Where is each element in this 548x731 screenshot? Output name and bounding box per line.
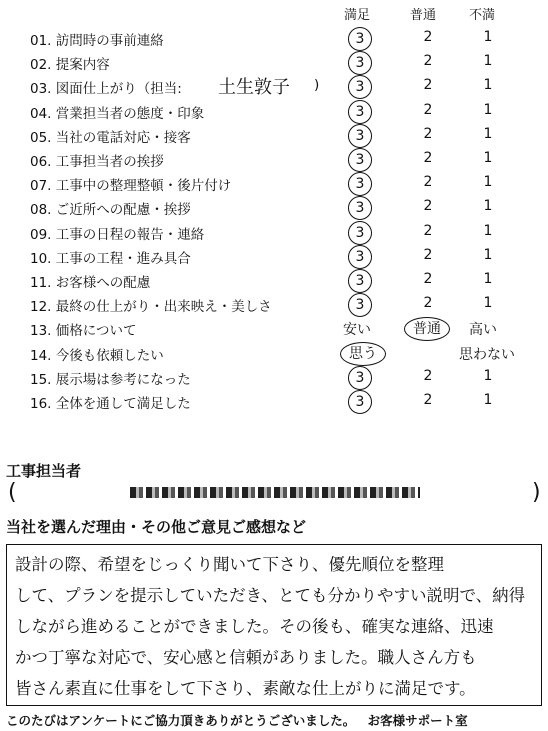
option-expensive: 高い: [469, 322, 497, 339]
option-yes-circled: 思う: [340, 342, 386, 366]
question-label: 07. 工事中の整理整頓・後片付け: [30, 178, 232, 195]
question-row: [0, 317, 548, 341]
header-satisfied: 満足: [344, 8, 371, 23]
paren-close: ): [314, 77, 320, 94]
rating-2: 2: [423, 198, 433, 215]
question-label: 11. お客様への配慮: [30, 275, 151, 291]
handwritten-designer-name: 土生敦子: [218, 77, 290, 99]
question-label: 16. 全体を通して満足した: [30, 396, 191, 412]
rating-1: 1: [483, 295, 493, 312]
question-row: [0, 293, 548, 317]
question-row: [0, 124, 548, 148]
rating-1: 1: [483, 125, 493, 142]
question-row: [0, 148, 548, 172]
question-row: [0, 342, 548, 366]
rating-1: 1: [483, 150, 493, 166]
rating-2: 2: [423, 53, 433, 70]
header-unsatisfied: 不満: [469, 8, 496, 23]
redacted-staff-name: [130, 487, 420, 498]
rating-1: 1: [483, 198, 493, 215]
rating-3-circled: 3: [348, 75, 372, 99]
rating-2: 2: [423, 150, 433, 166]
question-row: [0, 245, 548, 269]
rating-3-circled: 3: [348, 366, 372, 390]
comments-box: [6, 544, 542, 706]
footer-thanks: このたびはアンケートにご協力頂きありがとうございました。: [6, 713, 356, 728]
rating-2: 2: [423, 295, 433, 312]
question-row: [0, 196, 548, 220]
rating-2: 2: [423, 101, 433, 118]
staff-title: 工事担当者: [6, 462, 82, 480]
question-label: 06. 工事担当者の挨拶: [30, 154, 164, 170]
rating-3-circled: 3: [348, 390, 372, 414]
staff-close-paren: ): [532, 480, 541, 505]
question-row: [0, 51, 548, 75]
comment-line: 皆さん素直に仕事をして下さり、素敵な仕上がりに満足です。: [15, 679, 476, 698]
rating-2: 2: [423, 174, 433, 191]
rating-2: 2: [423, 222, 433, 239]
rating-2: 2: [423, 367, 433, 384]
rating-1: 1: [483, 77, 493, 94]
question-label: 10. 工事の工程・進み具合: [30, 250, 191, 267]
header-normal: 普通: [410, 8, 437, 23]
rating-3-circled: 3: [348, 269, 372, 293]
rating-3-circled: 3: [348, 51, 372, 75]
question-label: 15. 展示場は参考になった: [30, 371, 191, 388]
option-normal-circled: 普通: [404, 317, 450, 341]
rating-1: 1: [483, 53, 493, 70]
rating-1: 1: [483, 367, 493, 384]
staff-open-paren: (: [8, 480, 17, 505]
rating-1: 1: [483, 222, 493, 239]
question-label: 03. 図面仕上がり（担当:: [30, 81, 182, 98]
rating-3-circled: 3: [348, 172, 372, 196]
question-label: 04. 営業担当者の態度・印象: [30, 105, 205, 122]
rating-1: 1: [483, 271, 493, 287]
footer-dept: お客様サポート室: [367, 713, 468, 728]
question-row: [0, 100, 548, 124]
comment-line: 設計の際、希望をじっくり聞いて下さり、優先順位を整理: [15, 555, 444, 574]
question-label: 02. 提案内容: [30, 57, 110, 74]
question-label: 01. 訪問時の事前連絡: [30, 33, 164, 49]
rating-1: 1: [483, 29, 493, 45]
option-cheap: 安い: [343, 322, 371, 339]
question-row: [0, 75, 548, 99]
question-row: [0, 366, 548, 390]
question-label: 14. 今後も依頼したい: [30, 347, 164, 364]
question-row: [0, 221, 548, 245]
rating-3-circled: 3: [348, 100, 372, 124]
question-label: 08. ご近所への配慮・挨拶: [30, 202, 191, 219]
question-label: 13. 価格について: [30, 323, 137, 340]
rating-2: 2: [423, 246, 433, 263]
rating-2: 2: [423, 77, 433, 94]
rating-3-circled: 3: [348, 293, 372, 317]
rating-2: 2: [423, 125, 433, 142]
rating-2: 2: [423, 392, 433, 408]
rating-1: 1: [483, 101, 493, 118]
option-no: 思わない: [459, 346, 515, 363]
rating-3-circled: 3: [348, 148, 372, 172]
question-label: 12. 最終の仕上がり・出来映え・美しさ: [30, 299, 272, 316]
comment-line: して、プランを提示していただき、とても分かりやすい説明で、納得: [15, 586, 526, 605]
comment-line: しながら進めることができました。その後も、確実な連絡、迅速: [15, 617, 494, 636]
question-row: [0, 27, 548, 51]
rating-1: 1: [483, 392, 493, 408]
rating-1: 1: [483, 174, 493, 191]
question-row: [0, 172, 548, 196]
rating-3-circled: 3: [348, 124, 372, 148]
rating-3-circled: 3: [348, 221, 372, 245]
question-row: [0, 269, 548, 293]
rating-1: 1: [483, 246, 493, 263]
rating-3-circled: 3: [348, 196, 372, 220]
rating-2: 2: [423, 271, 433, 287]
rating-3-circled: 3: [348, 27, 372, 51]
rating-2: 2: [423, 29, 433, 45]
question-label: 05. 当社の電話対応・接客: [30, 129, 191, 146]
comment-line: かつ丁寧な対応で、安心感と信頼がありました。職人さん方も: [15, 648, 477, 667]
comments-title: 当社を選んだ理由・その他ご意見ご感想など: [6, 518, 307, 536]
question-label: 09. 工事の日程の報告・連絡: [30, 226, 205, 243]
question-row: [0, 390, 548, 414]
rating-3-circled: 3: [348, 245, 372, 269]
